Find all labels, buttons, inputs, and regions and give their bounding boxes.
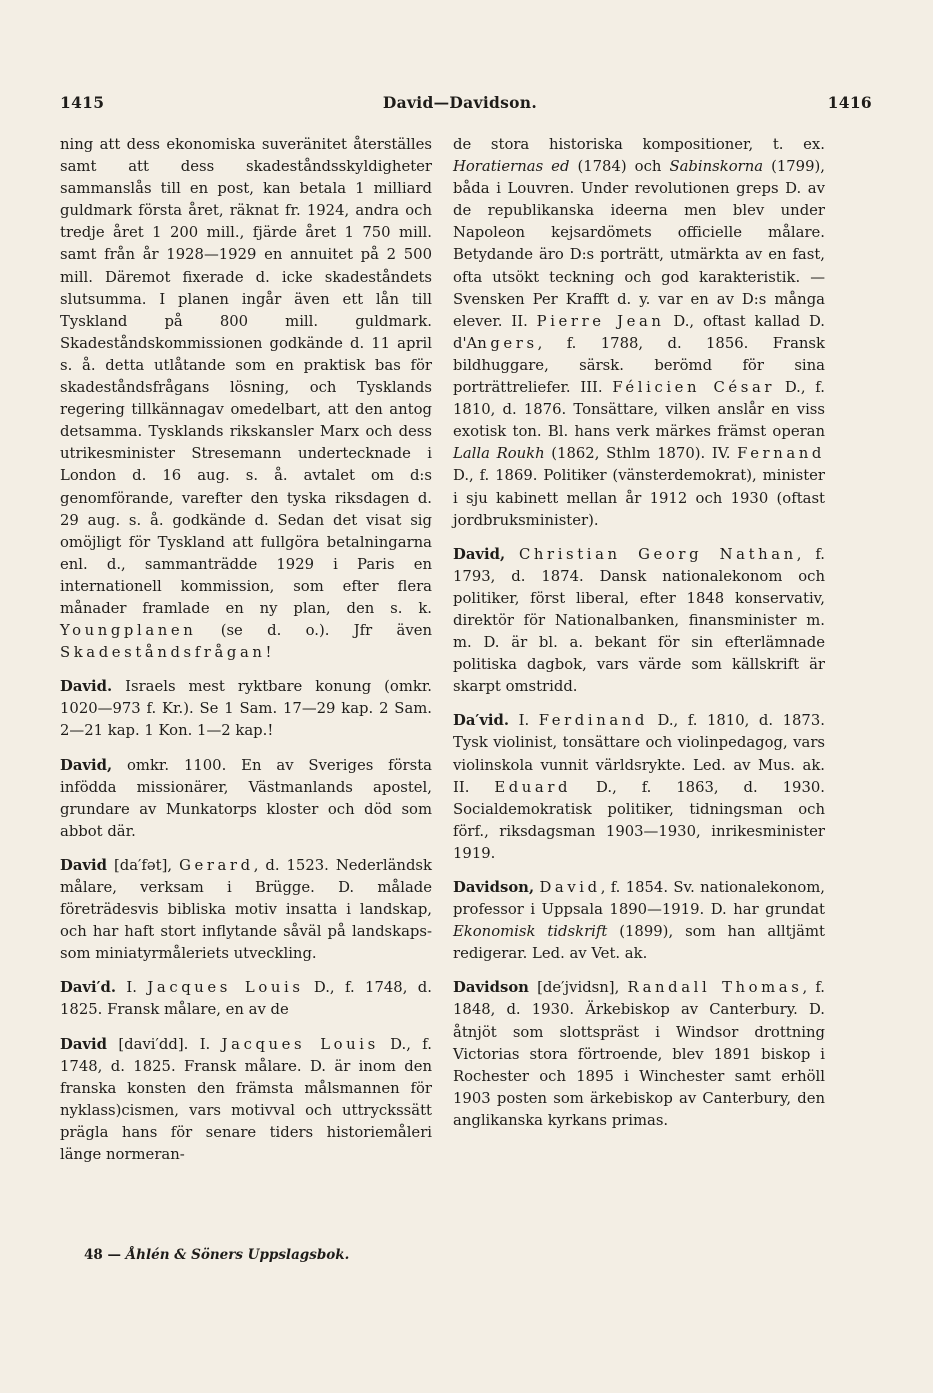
entry-text: de stora historiska kompositioner, t. ex. [453,136,825,153]
entry-text: D., f. 1810, d. 1873. Tysk violinist, tonsättare och violinpedagog, vars violinskola vunnit världsrykte. Led. av Mus. ak. II. [453,712,825,796]
entry-text: omkr. 1100. En av Sveriges första infödda missionärer, Västmanlands apostel, grundare av Munkatorps kloster och död som abbot där. [60,756,432,840]
entry-text: D., f. 1748, d. 1825. Fransk målare. D. är inom den franska konsten den främsta målsmannen för nyklass)cismen, vars motivval och uttryckssätt prägla hans för senare tiders historiemåleri länge normeran- [60,1035,432,1164]
entry-text: (1784) och [577,158,662,176]
entry-text: , d. 1523. Nederländsk målare, verksam i Brügge. D. målade företrädesvis bibliska motiv insatta i landskap, och har haft stort inflytande såväl på landskaps- som miniatyrmåleriets utveckling. [60,856,432,963]
work-title: Ekonomisk tidskrift [453,923,608,941]
right-page-number: 1416 [827,93,872,112]
entry-david-ferdinand [453,710,825,865]
entry-continuation [453,134,825,532]
right-column [453,134,825,1132]
spaced-term: Eduard [494,778,572,796]
work-title: Lalla Roukh [453,445,545,463]
entry-text: Israels mest ryktbare konung (omkr. 1020—973 f. Kr.). Se 1 Sam. 17—29 kap. 2 Sam. 2—21 kap. 1 Kon. 1—2 kap.! [60,678,432,740]
spaced-term: Pierre Jean [536,312,665,330]
entry-david-jacques-louis [60,1034,432,1167]
entry-text: D., f. 1748, d. 1825. Fransk målare, en av de [60,979,432,1019]
entry-text: (1899), som han alltjämt redigerar. Led. av Vet. ak. [453,923,825,963]
entry-headword: David, [453,545,506,563]
entry-text: (1862, Sthlm 1870). IV. [551,445,731,463]
entry-text: (1799), båda i Louvren. Under revolutionen greps D. av de republikanska ideerna men blev under Napoleon kejsardömets officielle målare. Betydande äro D:s porträtt, utmärkta av en fast, ofta utsökt teckning och god karakteristik. — Svensken Per Krafft d. y. var en av D:s många elever. II. [453,158,825,330]
entry-david-christian [453,544,825,699]
entry-headword: Davi′d. [60,979,117,997]
entry-headword: Davidson, [453,879,535,896]
entry-text: I. [518,712,530,730]
entry-text: D., oftast kallad D. d'A [453,312,825,352]
entry-text: ning att dess ekonomiska suveränitet återställes samt att dess skadeståndsskyldigheter sammanslås till en post, kan betala 1 milliard guldmark första året, räknat fr. 1924, andra och tredje året 1 200 mill., fjärde året 1 750 mill. samt från år 1928—1929 en annuitet på 2 500 mill. Däremot fixerade d. icke skadeståndets slutsumma. I planen ingår även ett lån till Tyskland på 800 mill. guldmark. Skadeståndskommissionen godkände d. 11 april s. å. detta utlåtande som en praktisk bas för skadeståndsfrågans lösning, och Tysklands regering tillkännagav omedelbart, att den antog detsamma. Tysklands rikskansler Marx och dess utrikesminister Stresemann undertecknade i London d. 16 aug. s. å. avtalet om d:s genomförande, varefter den tyska riksdagen d. 29 aug. s. å. godkände d. Sedan det visat sig omöjligt för Tyskland att fullgöra betalningarna enl. d., sammanträdde 1929 i Paris en internationell kommission, som efter flera månader framlade en ny plan, den s. k. [60,136,432,617]
entry-davidson-randall [453,977,825,1132]
entry-david-gerard [60,855,432,965]
left-column [60,134,432,1166]
entry-david-jacques-louis-short [60,977,432,1021]
page-footer [84,1247,349,1263]
spaced-term: Gerard [179,856,254,874]
spaced-term: Ferdinand [538,712,648,730]
spaced-term: Fernand [737,445,825,463]
entry-headword: David [60,1035,107,1053]
entry-david-king [60,676,432,742]
spaced-term: Youngplanen [60,622,197,640]
entry-text: , f. 1854. Sv. nationalekonom, professor i Uppsala 1890—1919. D. har grundat [453,879,825,919]
entry-text: ! [265,644,272,662]
publication-title: Åhlén & Söners Uppslagsbok. [125,1247,350,1263]
entry-headword: David [60,856,107,874]
entry-text: I. [199,1035,211,1053]
entry-text: , f. 1788, d. 1856. Fransk bildhuggare, särsk. berömd för sina porträttreliefer. III. [453,334,825,397]
signature-number: 48 [84,1247,103,1263]
entry-text: D., f. 1869. Politiker (vänsterdemokrat), minister i sju kabinett mellan år 1912 och 1930 (oftast jordbruksminister). [453,467,825,529]
entry-text: I. [126,979,137,997]
pronunciation: [de′jvidsn], [537,979,620,997]
entry-headword: David, [60,756,113,774]
pronunciation: [da′fət], [113,856,173,874]
entry-text: (se d. o.). Jfr även [220,622,432,640]
spaced-term: Jacques Louis [147,979,304,997]
entry-continuation [60,134,432,664]
pronunciation: [davi′dd]. [118,1035,189,1053]
entry-headword: David. [60,678,113,696]
spaced-term: Skadeståndsfrågan [60,644,266,662]
spaced-term: Christian Georg Nathan [519,545,797,563]
work-title: Horatiernas ed [453,158,570,176]
spaced-term: David [539,879,601,896]
entry-text: D., f. 1863, d. 1930. Socialdemokratisk politiker, tidningsman och förf., riksdagsman 1903—1930, inrikesminister 1919. [453,778,825,862]
spaced-term: Jacques Louis [221,1035,379,1053]
entry-text: , f. 1848, d. 1930. Ärkebiskop av Canterbury. D. åtnjöt som slottspräst i Windsor drottning Victorias stora förtroende, blev 1891 biskop i Rochester och 1895 i Winchester samt erhöll 1903 posten som ärkebiskop av Canterbury, den anglikanska kyrkans primas. [453,979,825,1129]
spaced-term: Randall Thomas [627,979,803,997]
left-page-number: 1415 [60,93,105,112]
work-title: Sabinskorna [669,158,764,176]
entry-headword: Da′vid. [453,712,510,730]
running-title: David—Davidson. [382,93,538,112]
entry-david-missionary [60,755,432,843]
spaced-term: Félicien César [612,379,776,397]
entry-text: , f. 1793, d. 1874. Dansk nationalekonom och politiker, först liberal, efter 1848 konservativ, direktör för Nationalbanken, finansminister m. m. D. är bl. a. bekant för sin efterlämnade politiska dagbok, vars värde som källskrift är skarpt omstridd. [453,545,825,696]
entry-davidson-david [453,877,825,965]
entry-text: D., f. 1810, d. 1876. Tonsättare, vilken anslår en viss exotisk ton. Bl. hans verk märkes främst operan [453,379,825,441]
spaced-term: ngers [477,334,538,352]
footer-dash: — [107,1247,121,1263]
entry-headword: Davidson [453,979,529,997]
